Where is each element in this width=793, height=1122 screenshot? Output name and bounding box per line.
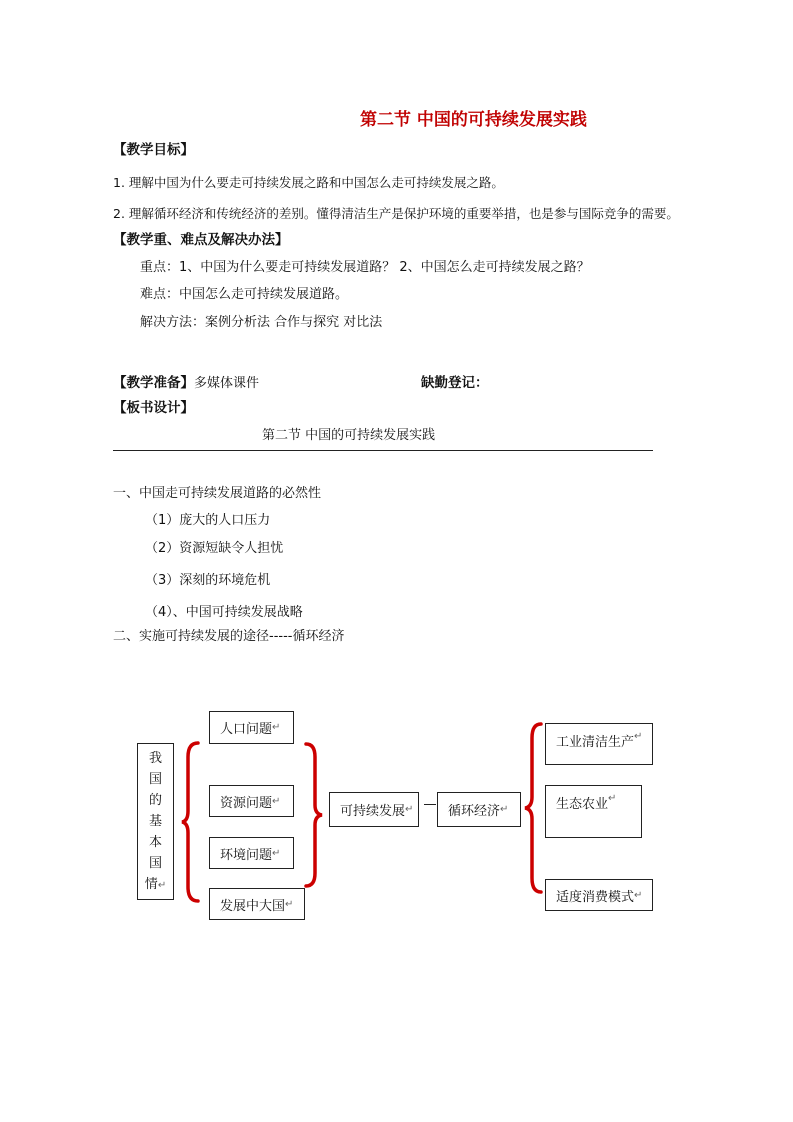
issue-box-resources: 资源问题 ↵ (209, 785, 294, 817)
objectives-heading: 【教学目标】 (113, 142, 194, 158)
preparation-heading: 【教学准备】 (113, 375, 194, 391)
board-heading: 【板书设计】 (113, 400, 194, 416)
vertical-char: 基 (148, 814, 162, 829)
objective-item-1: 1. 理解中国为什么要走可持续发展之路和中国怎么走可持续发展之路。 (113, 175, 504, 190)
board-subtitle: 第二节 中国的可持续发展实践 (262, 428, 436, 443)
left-brace (180, 741, 200, 903)
absence-label: 缺勤登记： (421, 375, 489, 391)
issue-box-population: 人口问题 ↵ (209, 711, 294, 744)
circular-economy-box: 循环经济 ↵ (437, 792, 521, 827)
page-title: 第二节 中国的可持续发展实践 (360, 110, 587, 130)
issue-box-developing-country: 发展中大国 ↵ (209, 888, 305, 920)
method-line: 解决方法：案例分析法 合作与探究 对比法 (140, 315, 383, 330)
vertical-char: 我 (148, 751, 162, 766)
section-2-heading: 二、实施可持续发展的途径-----循环经济 (113, 629, 345, 644)
preparation-value: 多媒体课件 (194, 376, 260, 391)
issue-box-environment: 环境问题 ↵ (209, 837, 294, 869)
vertical-char: 的 (148, 793, 162, 808)
vertical-char: 国 (148, 856, 162, 871)
middle-brace (303, 741, 325, 889)
national-conditions-box (137, 743, 174, 900)
point-1: （1）庞大的人口压力 (145, 513, 271, 528)
key-points-heading: 【教学重、难点及解决办法】 (113, 232, 289, 248)
right-brace-path (525, 724, 541, 892)
outcome-box-eco-agriculture: 生态农业 ↵ (545, 785, 642, 838)
point-3: （3）深刻的环境危机 (145, 573, 271, 588)
middle-brace-path (306, 744, 322, 886)
sustainable-development-box: 可持续发展 ↵ (329, 792, 419, 827)
section-1-heading: 一、中国走可持续发展道路的必然性 (113, 486, 322, 501)
connector-line (424, 804, 436, 805)
difficulty-line: 难点：中国怎么走可持续发展道路。 (140, 287, 349, 302)
right-brace (523, 722, 543, 894)
point-4: （4）、中国可持续发展战略 (145, 605, 303, 620)
divider-line (113, 450, 653, 451)
point-2: （2）资源短缺令人担忧 (145, 541, 284, 556)
objective-item-2: 2. 理解循环经济和传统经济的差别。懂得清洁生产是保护环境的重要举措，也是参与国际竞争的需要。 (113, 206, 679, 221)
preparation-line (113, 371, 259, 391)
vertical-char: 本 (148, 835, 162, 850)
left-brace-path (182, 743, 198, 901)
vertical-char: 情↵ (144, 877, 167, 892)
vertical-char: 国 (148, 772, 162, 787)
outcome-box-moderate-consumption: 适度消费模式 ↵ (545, 879, 653, 911)
focus-line: 重点：1、中国为什么要走可持续发展道路？ 2、中国怎么走可持续发展之路？ (140, 260, 590, 275)
outcome-box-clean-production: 工业清洁生产 ↵ (545, 723, 653, 765)
